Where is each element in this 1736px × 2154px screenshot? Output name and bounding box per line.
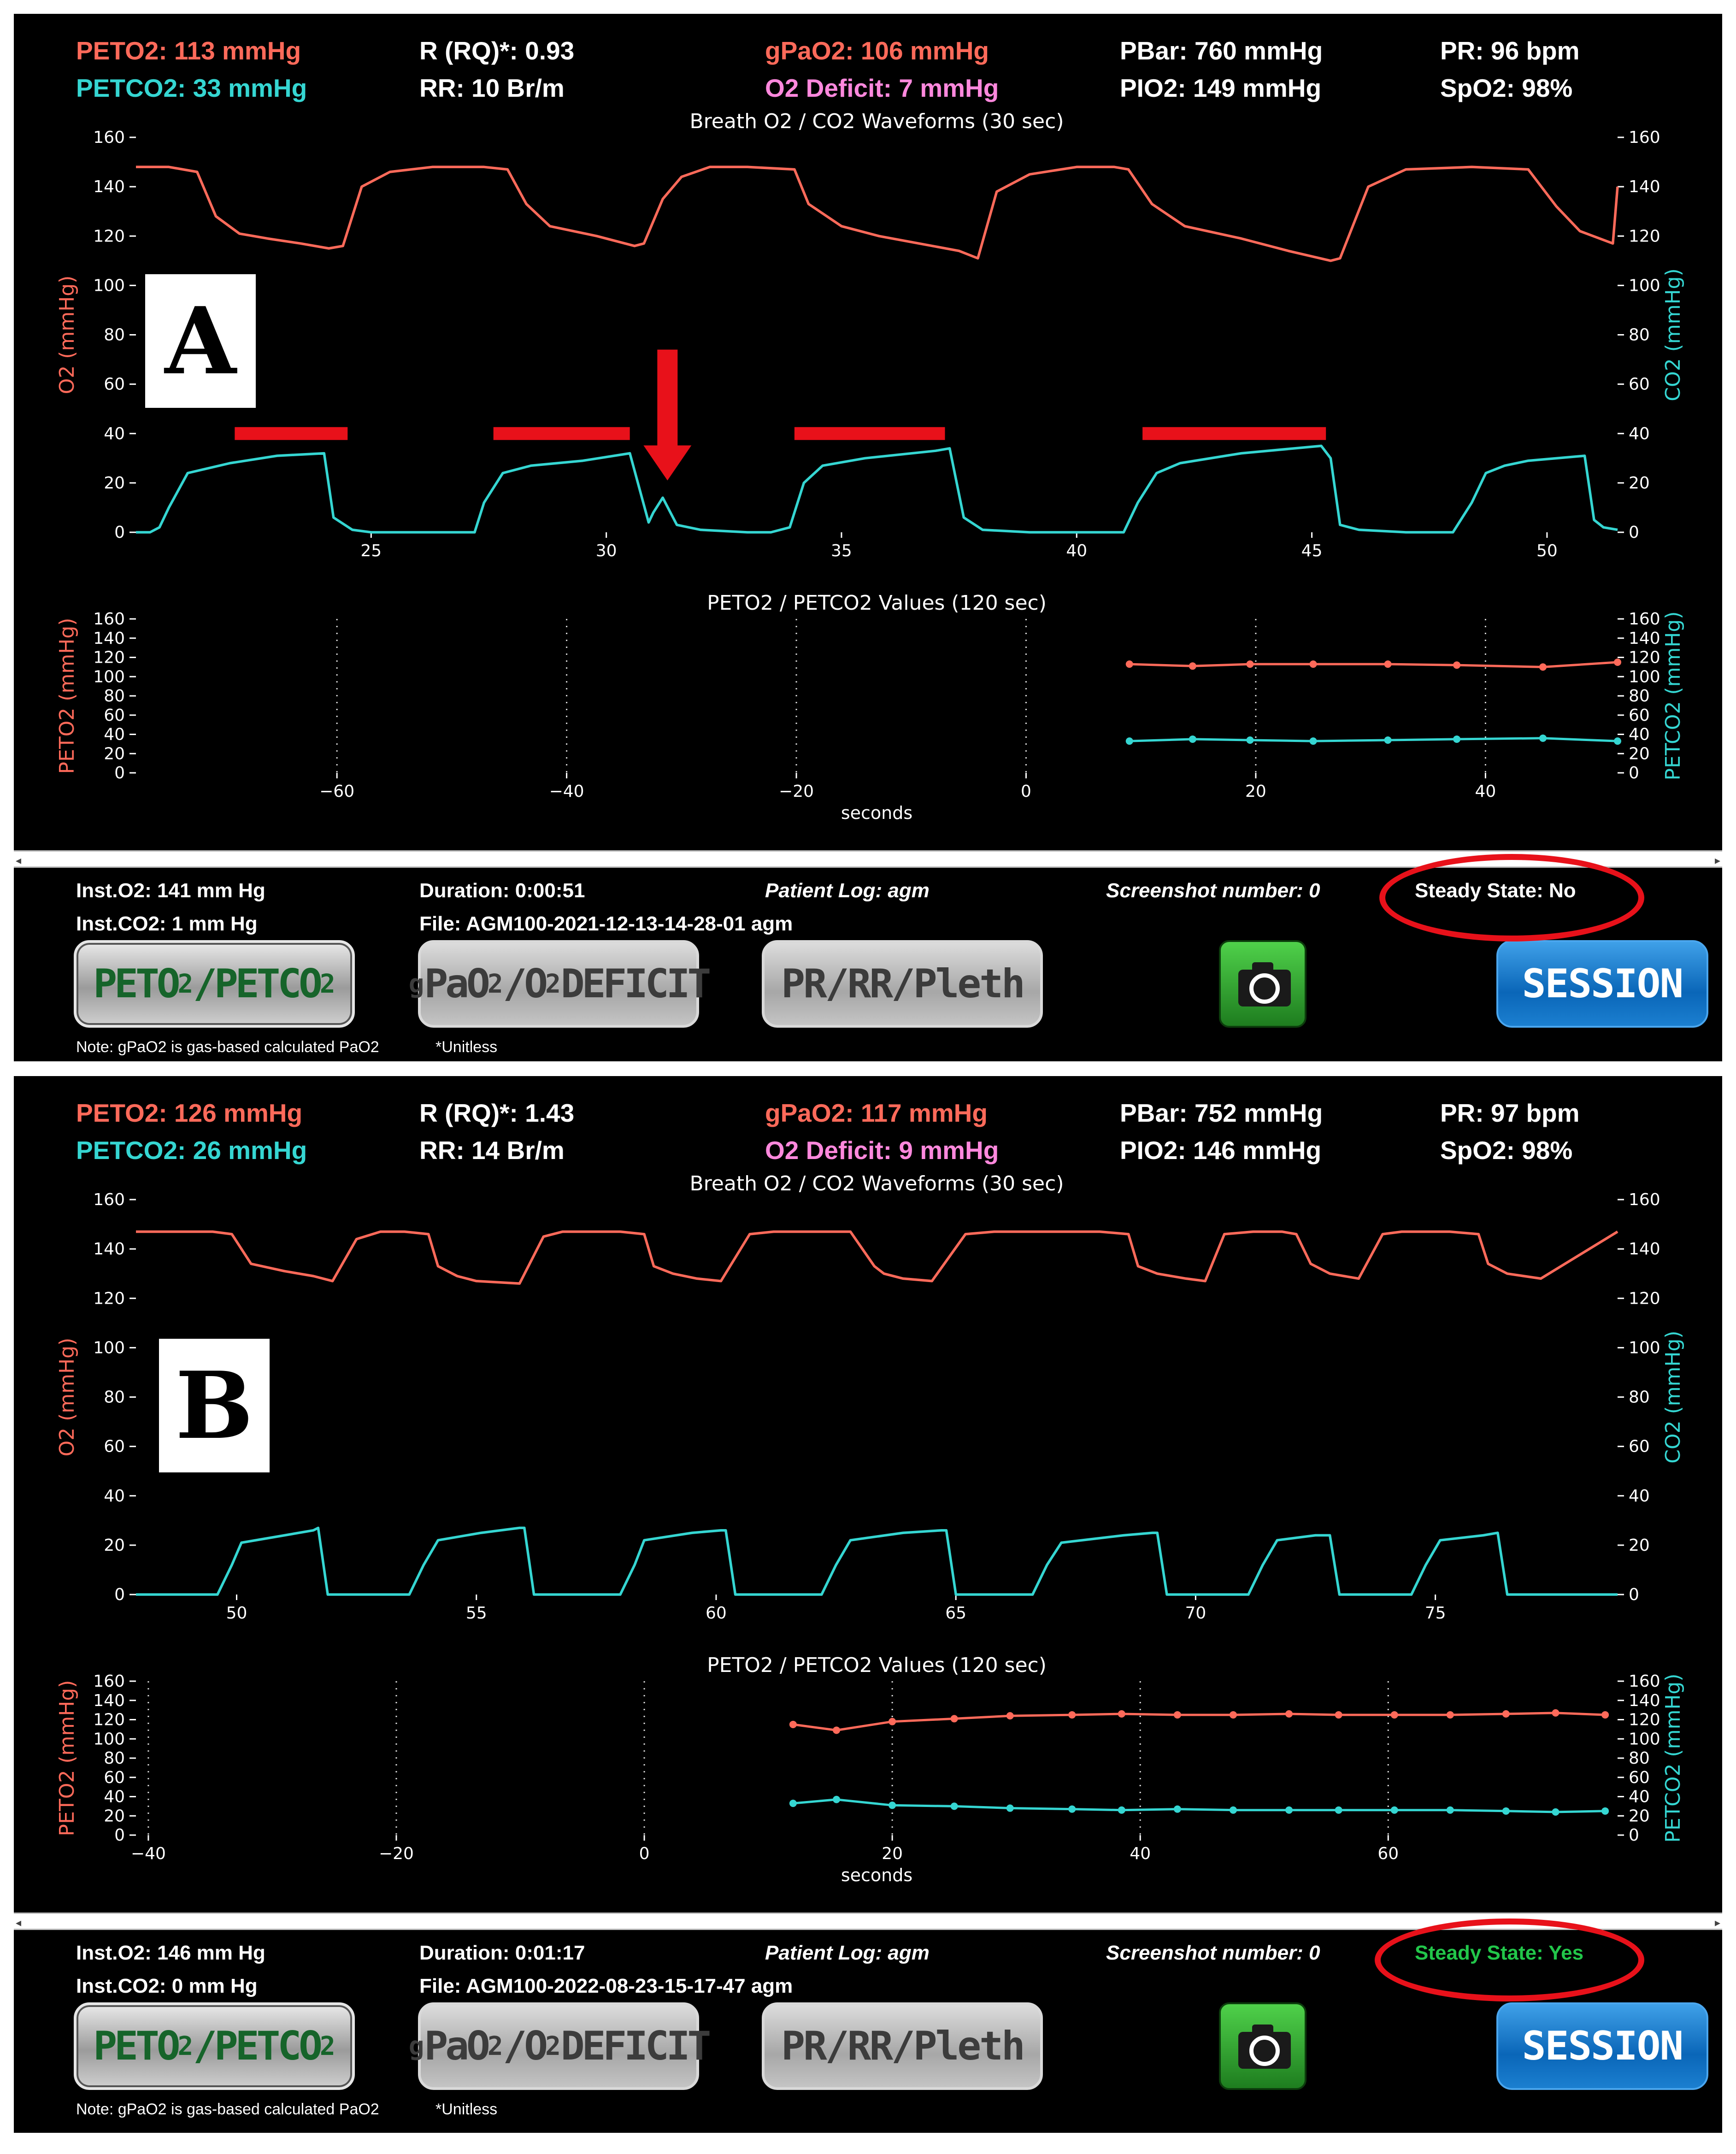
y-tick-label: 100 [93,276,125,295]
y-tick-label: 120 [93,227,125,246]
screenshot-number: Screenshot number: 0 [1106,879,1320,902]
y-tick-label: 20 [104,744,125,764]
pbar-value: PBar: 760 mmHg [1120,36,1323,65]
data-point-petco2 [1068,1806,1076,1813]
panel-a [14,14,1722,1062]
data-point-peto2 [1285,1710,1293,1718]
y-tick-label: 20 [104,1536,125,1555]
x-axis-label: seconds [841,1865,913,1885]
data-point-petco2 [1006,1805,1014,1812]
data-point-peto2 [1189,662,1196,670]
y-tick-label-right: 80 [1629,325,1650,345]
x-tick-label: 50 [226,1604,247,1623]
data-point-peto2 [1118,1710,1125,1718]
y-tick-label-right: 0 [1629,1826,1639,1845]
data-point-peto2 [1601,1711,1609,1718]
y-tick-label-right: 120 [1629,648,1660,667]
subscript: 2 [545,969,561,999]
pr-rr-pleth-button[interactable]: PR/RR/Pleth [762,2002,1043,2090]
y-tick-label-right: 80 [1629,1749,1650,1768]
gpao2-value: gPaO2: 117 mmHg [765,1099,988,1127]
x-tick-label: 40 [1130,1844,1151,1863]
steady-state: Steady State: No [1415,879,1576,902]
inst-o2: Inst.O2: 146 mm Hg [76,1942,265,1964]
y-tick-label: 160 [93,610,125,629]
y-tick-label-right: 60 [1629,375,1650,394]
data-point-peto2 [1447,1711,1454,1718]
scroll-right-icon[interactable]: ▸ [1714,1916,1720,1929]
data-point-peto2 [1552,1709,1559,1717]
pr-value: PR: 97 bpm [1440,1099,1580,1127]
unitless-text: *Unitless [435,2101,498,2118]
duration: Duration: 0:00:51 [419,879,585,902]
data-point-petco2 [789,1800,797,1807]
gpao2-deficit-button[interactable] [408,940,709,1028]
y-tick-label-right: 0 [1629,1585,1639,1604]
y-tick-label: 140 [93,629,125,648]
x-tick-label: −60 [319,782,355,801]
chart-title: PETO2 / PETCO2 Values (120 sec) [707,591,1047,615]
steady-state-highlight [1379,854,1644,942]
data-point-petco2 [1552,1808,1559,1816]
y-tick-label-right: 160 [1629,128,1660,147]
y-tick-label-right: 160 [1629,1190,1660,1209]
rq-value: R (RQ)*: 0.93 [419,36,575,65]
y-tick-label: 100 [93,1730,125,1749]
y-axis-label: PETO2 (mmHg) [55,1680,79,1836]
series-line-petco2 [793,1800,1605,1812]
y-tick-label: 80 [104,325,125,345]
panel-label: B [159,1339,270,1472]
y-tick-label-right: 80 [1629,1388,1650,1407]
data-point-peto2 [1006,1712,1014,1719]
data-point-peto2 [951,1715,958,1722]
data-point-petco2 [1447,1807,1454,1814]
y-tick-label-right: 140 [1629,629,1660,648]
data-point-peto2 [1391,1711,1398,1718]
subscript: 2 [177,2031,194,2061]
spo2-value: SpO2: 98% [1440,1136,1573,1165]
y-tick-label-right: 20 [1629,744,1650,764]
subscript: g [408,2031,424,2061]
y-tick-label: 40 [104,1787,125,1807]
y-tick-label-right: 20 [1629,1807,1650,1826]
steady-state: Steady State: Yes [1415,1942,1584,1964]
x-tick-label: 35 [831,541,852,560]
y-tick-label-right: 80 [1629,687,1650,706]
camera-lens-icon [1249,2036,1280,2066]
rr-value: RR: 10 Br/m [419,74,565,102]
subscript: g [408,969,424,999]
data-point-petco2 [1126,737,1133,745]
monitor-view [14,14,1722,850]
series-line-o2 [136,167,1618,261]
y-tick-label-right: 160 [1629,610,1660,629]
chart-title: Breath O2 / CO2 Waveforms (30 sec) [689,1172,1064,1195]
annotation-arrow [657,350,677,448]
y-tick-label: 100 [93,667,125,687]
x-tick-label: 55 [465,1604,487,1623]
y-tick-label-right: 100 [1629,276,1660,295]
subscript: 2 [319,969,335,999]
y-tick-label-right: 40 [1629,424,1650,443]
y-tick-label: 140 [93,1691,125,1710]
data-point-petco2 [833,1796,840,1803]
y-tick-label-right: 140 [1629,177,1660,197]
y-tick-label: 120 [93,1710,125,1730]
y-tick-label: 0 [114,1826,125,1845]
inst-o2: Inst.O2: 141 mm Hg [76,879,265,902]
y-tick-label: 40 [104,424,125,443]
x-tick-label: 70 [1185,1604,1206,1623]
peto2-value: PETO2: 113 mmHg [76,36,301,65]
pr-value: PR: 96 bpm [1440,36,1580,65]
y-tick-label-right: 60 [1629,1768,1650,1787]
y-tick-label-right: 120 [1629,1289,1660,1308]
y-tick-label-right: 160 [1629,1672,1660,1691]
pr-rr-pleth-button[interactable]: PR/RR/Pleth [762,940,1043,1028]
y-tick-label: 60 [104,1768,125,1787]
data-point-peto2 [1068,1711,1076,1718]
data-point-peto2 [1126,660,1133,668]
x-tick-label: 0 [639,1844,650,1863]
pio2-value: PIO2: 146 mmHg [1120,1136,1322,1165]
data-point-peto2 [889,1718,896,1725]
y-tick-label-right: 40 [1629,725,1650,744]
data-point-peto2 [1614,659,1621,666]
y-tick-label-right: 140 [1629,1691,1660,1710]
data-point-peto2 [1335,1711,1342,1718]
x-tick-label: 65 [945,1604,967,1623]
data-point-petco2 [1502,1807,1510,1815]
data-point-petco2 [951,1802,958,1810]
y-tick-label-right: 20 [1629,473,1650,493]
data-point-petco2 [1118,1807,1125,1814]
data-point-peto2 [789,1721,797,1728]
data-point-petco2 [1174,1806,1181,1813]
y-tick-label: 140 [93,177,125,197]
session-button[interactable]: SESSION [1496,940,1708,1028]
y-tick-label: 100 [93,1338,125,1358]
session-button[interactable]: SESSION [1496,2002,1708,2090]
series-line-o2 [136,1232,1618,1284]
y-tick-label: 80 [104,1749,125,1768]
duration: Duration: 0:01:17 [419,1942,585,1964]
button-label: DEFICIT [560,961,709,1007]
data-point-petco2 [1384,736,1392,744]
series-line-co2 [136,446,1618,533]
x-tick-label: −40 [549,782,584,801]
scroll-left-icon[interactable]: ◂ [16,854,22,867]
gpao2-value: gPaO2: 106 mmHg [765,36,989,65]
y-tick-label: 0 [114,764,125,783]
data-point-peto2 [1230,1711,1237,1718]
y-tick-label-right: 40 [1629,1486,1650,1506]
rr-value: RR: 14 Br/m [419,1136,565,1165]
x-tick-label: 20 [882,1844,903,1863]
y-tick-label: 160 [93,128,125,147]
peto2-petco2-button[interactable] [74,940,355,1028]
y-tick-label: 20 [104,473,125,493]
x-axis-label: seconds [841,803,913,823]
gpao2-deficit-button[interactable] [408,2002,709,2090]
button-label: DEFICIT [560,2023,709,2069]
data-point-peto2 [1310,660,1317,668]
camera-button[interactable] [1219,2002,1306,2090]
data-point-petco2 [1601,1807,1609,1815]
unitless-text: *Unitless [435,1038,498,1056]
y-axis-label-right: PETCO2 (mmHg) [1661,1673,1685,1843]
data-point-petco2 [1246,736,1253,744]
button-label: /O [503,2023,546,2069]
rq-value: R (RQ)*: 1.43 [419,1099,575,1127]
series-line-peto2 [793,1713,1605,1730]
x-tick-label: 60 [706,1604,727,1623]
data-point-petco2 [1285,1807,1293,1814]
spo2-value: SpO2: 98% [1440,74,1573,102]
y-tick-label: 60 [104,375,125,394]
x-tick-label: 0 [1021,782,1031,801]
y-tick-label-right: 20 [1629,1536,1650,1555]
camera-lens-icon [1249,973,1280,1004]
y-tick-label: 20 [104,1807,125,1826]
x-tick-label: 60 [1377,1844,1399,1863]
x-tick-label: 45 [1301,541,1323,560]
petco2-value: PETCO2: 33 mmHg [76,74,307,102]
y-axis-label: O2 (mmHg) [55,275,79,394]
inst-co2: Inst.CO2: 0 mm Hg [76,1975,258,1997]
subscript: 2 [177,969,194,999]
data-point-peto2 [1539,663,1547,671]
button-label: PETO [93,2023,178,2069]
y-tick-label: 0 [114,523,125,542]
button-label: /PETCO [193,2023,320,2069]
y-tick-label: 60 [104,1437,125,1456]
camera-button[interactable] [1219,940,1306,1028]
y-tick-label: 120 [93,648,125,667]
button-label: PaO [424,2023,488,2069]
y-tick-label-right: 60 [1629,1437,1650,1456]
x-tick-label: 30 [595,541,617,560]
y-tick-label: 160 [93,1672,125,1691]
patient-log: Patient Log: agm [765,879,930,902]
x-tick-label: 50 [1536,541,1558,560]
y-tick-label: 140 [93,1240,125,1259]
y-tick-label: 0 [114,1585,125,1604]
y-tick-label-right: 0 [1629,764,1639,783]
y-tick-label-right: 40 [1629,1787,1650,1807]
y-axis-label-right: CO2 (mmHg) [1661,1330,1685,1464]
x-tick-label: 40 [1475,782,1496,801]
petco2-value: PETCO2: 26 mmHg [76,1136,307,1165]
x-tick-label: 25 [360,541,382,560]
button-label: /PETCO [193,961,320,1007]
y-tick-label-right: 60 [1629,706,1650,725]
file-name: File: AGM100-2021-12-13-14-28-01 agm [419,912,793,935]
y-tick-label-right: 100 [1629,667,1660,687]
pio2-value: PIO2: 149 mmHg [1120,74,1322,102]
y-axis-label-right: CO2 (mmHg) [1661,268,1685,401]
pbar-value: PBar: 752 mmHg [1120,1099,1323,1127]
y-axis-label-right: PETCO2 (mmHg) [1661,611,1685,781]
panel-b-plots [14,1076,1722,1913]
x-tick-label: −40 [130,1844,166,1863]
subscript: 2 [545,2031,561,2061]
o2-deficit-value: O2 Deficit: 7 mmHg [765,74,999,102]
x-tick-label: 20 [1245,782,1266,801]
subscript: 2 [487,969,503,999]
o2-deficit-value: O2 Deficit: 9 mmHg [765,1136,999,1165]
data-point-peto2 [1384,660,1392,668]
y-tick-label-right: 100 [1629,1338,1660,1358]
steady-state-highlight [1375,1919,1644,2001]
x-tick-label: 40 [1066,541,1088,560]
status-bar [14,1930,1722,2133]
status-bar [14,868,1722,1061]
data-point-petco2 [1453,736,1460,743]
scroll-left-icon[interactable]: ◂ [16,1916,22,1929]
inst-co2: Inst.CO2: 1 mm Hg [76,912,258,935]
data-point-petco2 [889,1801,896,1809]
y-tick-label-right: 120 [1629,227,1660,246]
y-tick-label: 40 [104,725,125,744]
y-tick-label: 40 [104,1486,125,1506]
data-point-peto2 [1246,660,1253,668]
peto2-petco2-button[interactable] [74,2002,355,2090]
note-text: Note: gPaO2 is gas-based calculated PaO2 [76,2101,379,2118]
data-point-petco2 [1391,1807,1398,1814]
y-tick-label-right: 120 [1629,1710,1660,1730]
peto2-value: PETO2: 126 mmHg [76,1099,303,1127]
subscript: 2 [487,2031,503,2061]
y-tick-label: 80 [104,1388,125,1407]
panel-b [14,1076,1722,2141]
scroll-right-icon[interactable]: ▸ [1714,854,1720,867]
screenshot-number: Screenshot number: 0 [1106,1942,1320,1964]
data-point-petco2 [1539,735,1547,742]
data-point-petco2 [1189,736,1196,743]
y-tick-label-right: 0 [1629,523,1639,542]
file-name: File: AGM100-2022-08-23-15-17-47 agm [419,1975,793,1997]
panel-label: A [145,274,256,408]
button-label: /O [503,961,546,1007]
data-point-petco2 [1310,737,1317,745]
monitor-view [14,1076,1722,1913]
y-tick-label: 160 [93,1190,125,1209]
data-point-peto2 [1174,1711,1181,1718]
x-tick-label: −20 [779,782,814,801]
y-tick-label-right: 100 [1629,1730,1660,1749]
y-axis-label: O2 (mmHg) [55,1337,79,1457]
data-point-peto2 [833,1726,840,1734]
note-text: Note: gPaO2 is gas-based calculated PaO2 [76,1038,379,1056]
chart-title: PETO2 / PETCO2 Values (120 sec) [707,1654,1047,1677]
x-tick-label: 75 [1424,1604,1446,1623]
data-point-peto2 [1453,661,1460,669]
series-line-co2 [136,1528,1618,1595]
annotation-arrow-head [643,446,691,481]
data-point-petco2 [1614,737,1621,745]
data-point-petco2 [1230,1807,1237,1814]
panel-a-plots [14,14,1722,850]
button-label: PETO [93,961,178,1007]
y-tick-label: 120 [93,1289,125,1308]
y-tick-label: 60 [104,706,125,725]
x-tick-label: −20 [378,1844,414,1863]
data-point-petco2 [1335,1807,1342,1814]
patient-log: Patient Log: agm [765,1942,930,1964]
chart-title: Breath O2 / CO2 Waveforms (30 sec) [689,110,1064,133]
button-label: PaO [424,961,488,1007]
y-axis-label: PETO2 (mmHg) [55,618,79,774]
y-tick-label: 80 [104,687,125,706]
subscript: 2 [319,2031,335,2061]
data-point-peto2 [1502,1710,1510,1718]
y-tick-label-right: 140 [1629,1240,1660,1259]
